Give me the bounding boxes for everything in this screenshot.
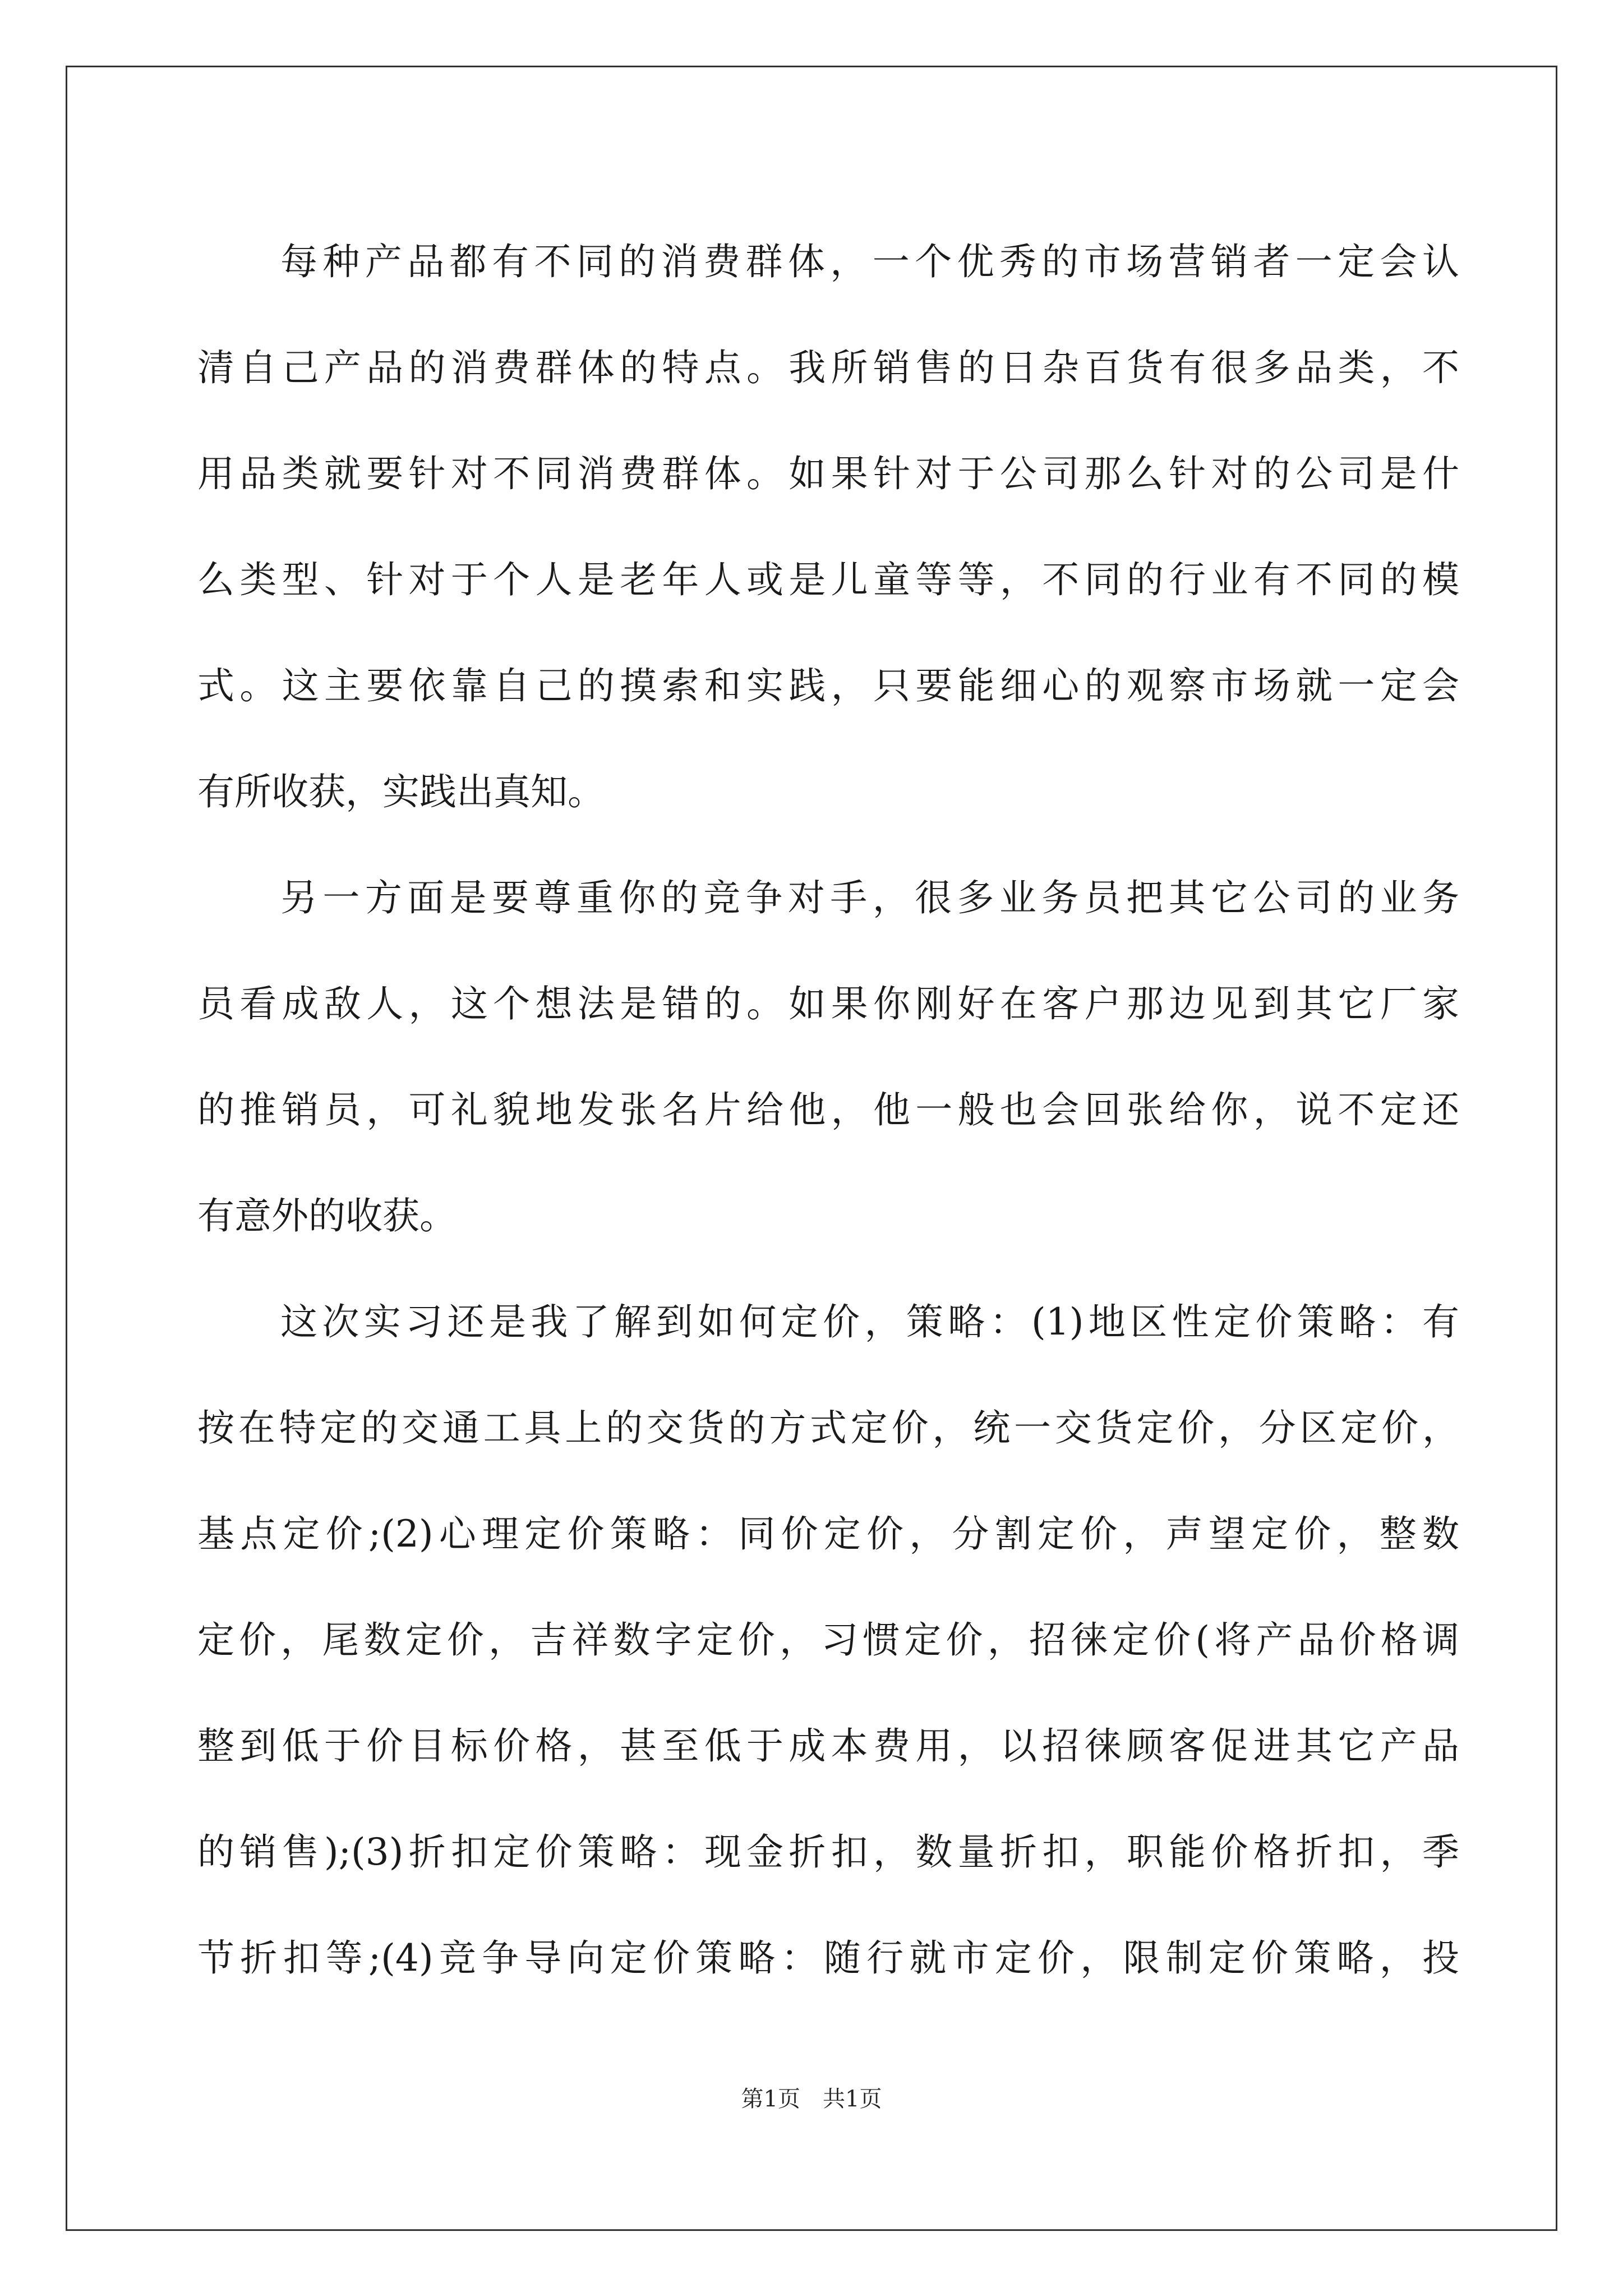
page-number: 第1页 [741, 2086, 800, 2112]
text-line: 清自己产品的消费群体的特点。我所销售的日杂百货有很多品类，不 [197, 346, 1459, 389]
text-line: 定价，尾数定价，吉祥数字定价，习惯定价，招徕定价(将产品价格调 [197, 1618, 1459, 1662]
paragraph-pricing-strategies [197, 1269, 1459, 2011]
paragraph-consumer-groups [197, 209, 1459, 845]
text-line: 式。这主要依靠自己的摸索和实践，只要能细心的观察市场就一定会 [197, 664, 1459, 707]
paragraph-competitors [197, 845, 1459, 1269]
text-line: 节折扣等;(4)竞争导向定价策略：随行就市定价，限制定价策略，投 [197, 1936, 1459, 1980]
text-line: 基点定价;(2)心理定价策略：同价定价，分割定价，声望定价，整数 [197, 1512, 1459, 1556]
text-line: 这次实习还是我了解到如何定价，策略：(1)地区性定价策略：有 [280, 1300, 1459, 1343]
text-line: 的推销员，可礼貌地发张名片给他，他一般也会回张给你，说不定还 [197, 1088, 1459, 1131]
text-line: 有所收获，实践出真知。 [197, 770, 605, 813]
text-line: 用品类就要针对不同消费群体。如果针对于公司那么针对的公司是什 [197, 452, 1459, 495]
text-line: 按在特定的交通工具上的交货的方式定价，统一交货定价，分区定价， [197, 1406, 1459, 1450]
text-line: 整到低于价目标价格，甚至低于成本费用，以招徕顾客促进其它产品 [197, 1724, 1459, 1768]
page-footer [0, 2082, 1623, 2116]
document-body [197, 209, 1459, 2011]
page-total: 共1页 [823, 2086, 882, 2112]
text-line: 有意外的收获。 [197, 1194, 457, 1237]
text-line: 么类型、针对于个人是老年人或是儿童等等，不同的行业有不同的模 [197, 558, 1459, 601]
text-line: 的销售);(3)折扣定价策略：现金折扣，数量折扣，职能价格折扣，季 [197, 1830, 1459, 1874]
text-line: 员看成敌人，这个想法是错的。如果你刚好在客户那边见到其它厂家 [197, 982, 1459, 1025]
text-line: 每种产品都有不同的消费群体，一个优秀的市场营销者一定会认 [280, 240, 1459, 283]
text-line: 另一方面是要尊重你的竞争对手，很多业务员把其它公司的业务 [280, 876, 1459, 919]
